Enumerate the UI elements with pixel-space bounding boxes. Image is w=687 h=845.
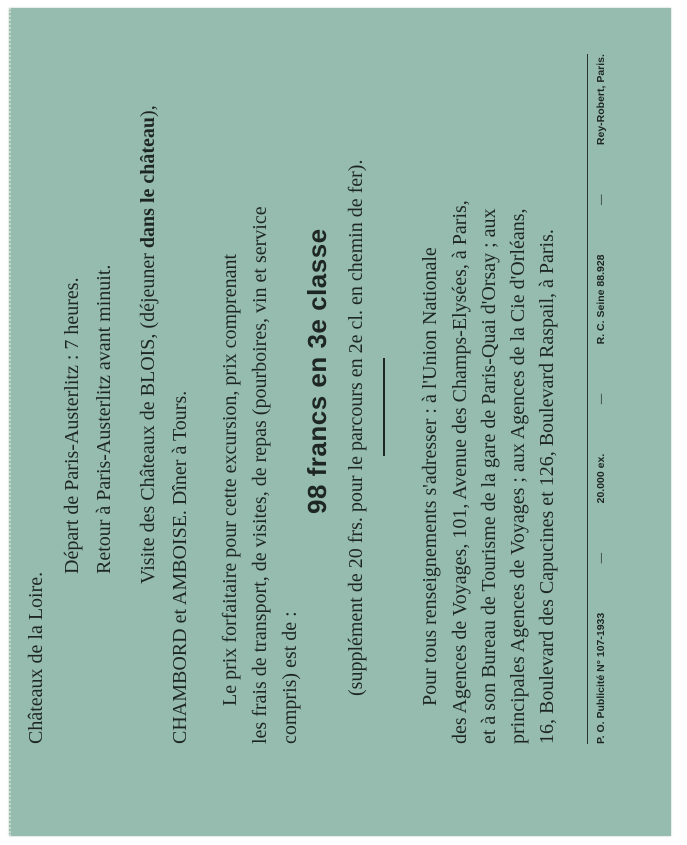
price-headline: 98 francs en 3e classe xyxy=(302,228,332,514)
footer-copies: 20.000 ex. xyxy=(595,453,607,504)
visit-text-a: Visite des Châteaux de BLOIS, (déjeuner xyxy=(137,248,159,584)
info-line-5: 16, Boulevard des Capucines et 126, Boulevard Raspail, à Paris. xyxy=(536,229,558,744)
footer-rule xyxy=(587,54,588,744)
visit-text-b: ), xyxy=(137,105,159,117)
info-line-3: et à son Bureau de Tourisme de la gare de Paris-Quai d'Orsay ; aux xyxy=(478,208,500,744)
info-line-4: principales Agences de Voyages ; aux Agences de la Cie d'Orléans, xyxy=(507,208,529,744)
footer-separator: — xyxy=(595,393,607,405)
footer-publicity: P. O. Publicité N° 107-1933 xyxy=(595,612,607,744)
visit-line-1 xyxy=(135,105,161,584)
footer-printer: Rey-Robert, Paris. xyxy=(595,54,607,146)
price-text-line-3: compris) est de : xyxy=(279,611,301,744)
footer-separator: — xyxy=(595,552,607,564)
visit-text-bold: dans le château xyxy=(137,116,159,249)
rotated-text-block xyxy=(11,11,666,836)
footer-rc: R. C. Seine 88.928 xyxy=(595,254,607,345)
document-header: Châteaux de la Loire. xyxy=(25,571,47,744)
flyer-sheet xyxy=(9,8,671,836)
price-text-line-2: les frais de transport, de visites, de repas (pourboires, vin et service xyxy=(249,206,271,744)
return-line: Retour à Paris-Austerlitz avant minuit. xyxy=(93,264,115,574)
info-line-1: Pour tous renseignements s'adresser : à l'Union Nationale xyxy=(419,247,441,706)
visit-line-2: CHAMBORD et AMBOISE. Dîner à Tours. xyxy=(169,390,191,744)
departure-line: Départ de Paris-Austerlitz : 7 heures. xyxy=(61,277,83,574)
divider-rule xyxy=(383,358,385,456)
info-line-2: des Agences de Voyages, 101, Avenue des Champs-Elysées, à Paris, xyxy=(449,200,471,744)
price-text-line-1: Le prix forfaitaire pour cette excursion, prix comprenant xyxy=(219,253,241,706)
footer xyxy=(593,54,609,744)
supplement-line: (supplément de 20 frs. pour le parcours en 2e cl. en chemin de fer). xyxy=(345,159,367,696)
footer-separator: — xyxy=(595,194,607,206)
